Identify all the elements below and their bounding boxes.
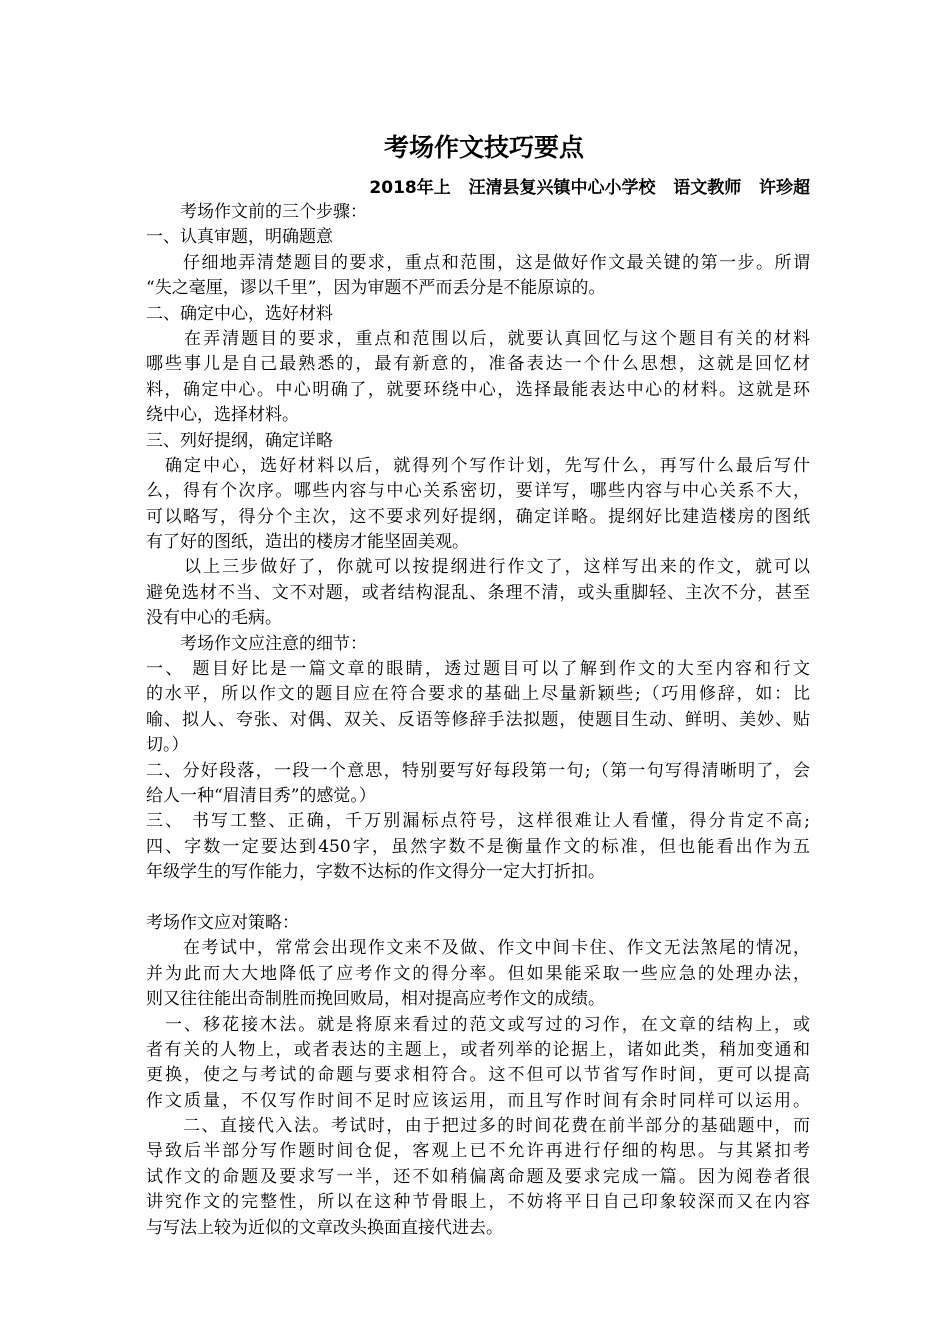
text-line: 与写法上较为近似的文章改头换面直接代进去。	[146, 1217, 503, 1238]
text-line: 的水平，所以作文的题目应在符合要求的基础上尽量新颖些;（巧用修辞，如：比	[146, 684, 810, 705]
text-line: 试作文的命题及要求写一半，还不如稍偏离命题及要求完成一篇。因为阅卷者很	[146, 1166, 810, 1187]
text-line: 作文质量，不仅写作时间不足时应该运用，而且写作时间有余时同样可以运用。	[146, 1090, 810, 1111]
text-line: 考场作文应对策略：	[146, 912, 299, 933]
text-line: 避免选材不当、文不对题，或者结构混乱、条理不清，或头重脚轻、主次不分，甚至	[146, 582, 810, 603]
text-line: 考场作文前的三个步骤：	[146, 202, 367, 222]
text-line: 一、认真审题，明确题意	[146, 227, 333, 248]
text-line: 哪些事儿是自己最熟悉的，最有新意的，准备表达一个什么思想，这就是回忆材	[146, 354, 810, 375]
text-line: 在弄清题目的要求，重点和范围以后，就要认真回忆与这个题目有关的材料	[146, 328, 810, 349]
blank-line	[146, 886, 810, 911]
text-line: 导致后半部分写作题时间仓促，客观上已不允许再进行仔细的构思。与其紧扣考	[146, 1141, 810, 1162]
document-byline: 2018年上 汪清县复兴镇中心小学校 语文教师 许珍超	[369, 178, 810, 198]
text-line: 讲究作文的完整性，所以在这种节骨眼上，不妨将平日自己印象较深而又在内容	[146, 1192, 810, 1213]
text-line: 有了好的图纸，造出的楼房才能坚固美观。	[146, 532, 469, 553]
text-line: 二、直接代入法。考试时，由于把过多的时间花费在前半部分的基础题中，而	[146, 1116, 810, 1137]
text-line: 则又往往能出奇制胜而挽回败局，相对提高应考作文的成绩。	[146, 989, 605, 1010]
text-line: 一、移花接木法。就是将原来看过的范文或写过的习作，在文章的结构上，或	[146, 1014, 810, 1035]
text-line: 更换，使之与考试的命题与要求相符合。这不但可以节省写作时间，更可以提高	[146, 1065, 810, 1086]
document-title: 考场作文技巧要点	[383, 133, 584, 162]
text-line: 绕中心，选择材料。	[146, 405, 299, 426]
text-line: 没有中心的毛病。	[146, 608, 282, 629]
text-line: 二、确定中心，选好材料	[146, 303, 333, 324]
text-line: 四、字数一定要达到450字，虽然字数不是衡量作文的标准，但也能看出作为五	[146, 836, 810, 857]
text-line: 切。）	[146, 735, 189, 756]
document-content	[146, 128, 810, 1241]
text-line: 者有关的人物上，或者表达的主题上，或者列举的论据上，诸如此类，稍加变通和	[146, 1039, 810, 1060]
text-line: 一、 题目好比是一篇文章的眼睛，透过题目可以了解到作文的大至内容和行文	[146, 659, 810, 680]
text-line: 三、列好提纲，确定详略	[146, 430, 333, 451]
text-line: “失之毫厘，谬以千里”，因为审题不严而丢分是不能原谅的。	[146, 278, 606, 299]
text-line: 确定中心，选好材料以后，就得列个写作计划，先写什么，再写什么最后写什	[146, 455, 810, 476]
document-body	[146, 200, 810, 1241]
text-line: 仔细地弄清楚题目的要求，重点和范围，这是做好作文最关键的第一步。所谓	[146, 252, 810, 273]
text-line: 并为此而大大地降低了应考作文的得分率。但如果能采取一些应急的处理办法，	[146, 963, 810, 984]
text-line: 在考试中，常常会出现作文来不及做、作文中间卡住、作文无法煞尾的情况，	[146, 938, 810, 959]
text-line: 年级学生的写作能力，字数不达标的作文得分一定大打折扣。	[146, 862, 605, 883]
text-line: 二、分好段落，一段一个意思，特别要写好每段第一句;（第一句写得清晰明了，会	[146, 760, 810, 781]
text-line: 喻、拟人、夸张、对偶、双关、反语等修辞手法拟题，使题目生动、鲜明、美妙、贴	[146, 709, 810, 730]
text-line: 给人一种“眉清目秀”的感觉。）	[146, 785, 376, 806]
text-line: 么，得有个次序。哪些内容与中心关系密切，要详写，哪些内容与中心关系不大，	[146, 481, 810, 502]
text-line: 三、 书写工整、正确，千万别漏标点符号，这样很难让人看懂，得分肯定不高;	[146, 811, 810, 832]
text-line: 考场作文应注意的细节：	[146, 633, 367, 654]
text-line: 料，确定中心。中心明确了，就要环绕中心，选择最能表达中心的材料。这就是环	[146, 379, 810, 400]
text-line: 可以略写，得分个主次，这不要求列好提纲，确定详略。提纲好比建造楼房的图纸	[146, 506, 810, 527]
text-line: 以上三步做好了，你就可以按提纲进行作文了，这样写出来的作文，就可以	[146, 557, 810, 578]
